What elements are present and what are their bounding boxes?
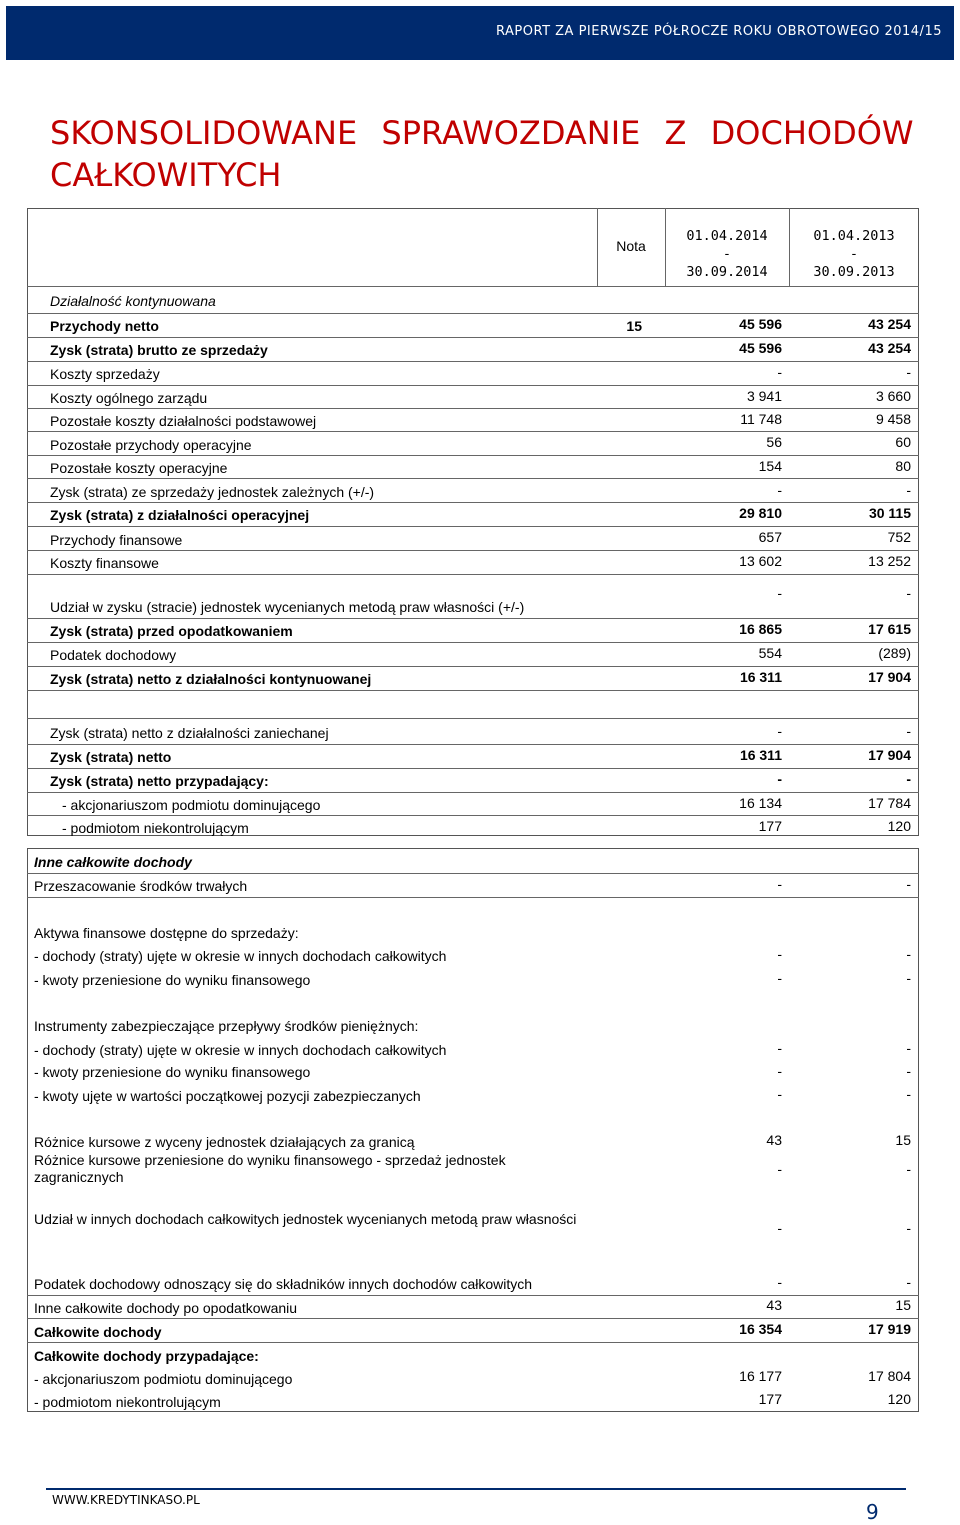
- row-value-2014: 45 596: [739, 340, 782, 356]
- row-label: - podmiotom niekontrolującym: [62, 820, 249, 836]
- row-value-2013: -: [906, 946, 911, 962]
- row-value-2014: -: [777, 585, 782, 601]
- row-value-2014: -: [777, 771, 782, 787]
- row-label: Zysk (strata) z działalności operacyjnej: [50, 507, 310, 523]
- row-label: - akcjonariuszom podmiotu dominującego: [62, 797, 321, 813]
- row-value-2013: 80: [895, 458, 911, 474]
- row-value-2014: 16 354: [739, 1321, 782, 1337]
- row-value-2014: 45 596: [739, 316, 782, 332]
- row-label: Inne całkowite dochody po opodatkowaniu: [34, 1300, 298, 1316]
- period-2013-start: 01.04.2013: [813, 228, 895, 244]
- row-value-2014: -: [777, 482, 782, 498]
- row-value-2014: -: [777, 1161, 782, 1177]
- row-label: Przychody netto: [50, 318, 159, 334]
- row-value-2014: 16 177: [739, 1368, 782, 1384]
- row-label: - kwoty przeniesione do wyniku finansowego: [34, 1064, 311, 1080]
- row-value-2014: -: [777, 946, 782, 962]
- row-label: Całkowite dochody: [34, 1324, 162, 1340]
- row-value-2013: -: [906, 1040, 911, 1056]
- row-value-2014: 16 134: [739, 795, 782, 811]
- row-label: Koszty sprzedaży: [50, 366, 160, 382]
- row-label: - kwoty przeniesione do wyniku finansowego: [34, 972, 311, 988]
- row-label: Zysk (strata) przed opodatkowaniem: [50, 623, 293, 639]
- row-value-2013: 43 254: [868, 340, 911, 356]
- row-value-2013: 17 919: [868, 1321, 911, 1337]
- row-label: Przychody finansowe: [50, 532, 183, 548]
- footer-divider: [46, 1488, 906, 1490]
- row-label: Aktywa finansowe dostępne do sprzedaży:: [34, 925, 299, 941]
- row-value-2013: 17 615: [868, 621, 911, 637]
- row-label: Zysk (strata) netto: [50, 749, 172, 765]
- row-value-2014: -: [777, 723, 782, 739]
- row-label: - dochody (straty) ujęte w okresie w innych dochodach całkowitych: [34, 1042, 447, 1058]
- row-value-2014: 11 748: [740, 411, 782, 427]
- row-label: Pozostałe przychody operacyjne: [50, 437, 252, 453]
- row-label: Udział w innych dochodach całkowitych jednostek wycenianych metodą praw własności: [34, 1211, 577, 1227]
- row-value-2013: 43 254: [868, 316, 911, 332]
- row-value-2013: -: [906, 876, 911, 892]
- row-value-2014: 43: [766, 1132, 782, 1148]
- row-value-2013: -: [906, 1161, 911, 1177]
- footer-website-link[interactable]: WWW.KREDYTINKASO.PL: [52, 1493, 200, 1507]
- period-2014-end: 30.09.2014: [686, 264, 768, 280]
- row-value-2014: 56: [766, 434, 782, 450]
- row-value-2014: -: [777, 1040, 782, 1056]
- row-value-2013: -: [906, 1274, 911, 1290]
- row-label: Podatek dochodowy odnoszący się do składników innych dochodów całkowitych: [34, 1276, 533, 1292]
- row-label: Zysk (strata) netto z działalności kontynuowanej: [50, 671, 372, 687]
- row-label: Pozostałe koszty działalności podstawowej: [50, 413, 317, 429]
- row-value-2013: -: [906, 1220, 911, 1236]
- row-value-2014: -: [777, 876, 782, 892]
- report-title: RAPORT ZA PIERWSZE PÓŁROCZE ROKU OBROTOWEGO 2014/15: [496, 24, 942, 39]
- row-label: Instrumenty zabezpieczające przepływy środków pieniężnych:: [34, 1018, 419, 1034]
- row-value-2014: -: [777, 364, 782, 380]
- row-value-2013: 13 252: [868, 553, 911, 569]
- row-label: Pozostałe koszty operacyjne: [50, 460, 228, 476]
- row-value-2014: 177: [758, 1391, 782, 1407]
- row-value-2013: 17 784: [868, 795, 911, 811]
- row-value-2013: 3 660: [875, 388, 911, 404]
- row-label: Koszty finansowe: [50, 555, 159, 571]
- row-label: Różnice kursowe z wyceny jednostek działających za granicą: [34, 1134, 415, 1150]
- row-value-2014: -: [777, 970, 782, 986]
- row-value-2014: 16 311: [739, 669, 782, 685]
- row-value-2014: 3 941: [746, 388, 782, 404]
- row-label: Podatek dochodowy: [50, 647, 177, 663]
- row-label: Udział w zysku (stracie) jednostek wycenianych metodą praw własności (+/-): [50, 599, 525, 615]
- row-value-2013: -: [906, 1086, 911, 1102]
- row-value-2013: -: [906, 970, 911, 986]
- row-value-2014: 154: [758, 458, 782, 474]
- row-value-2013: -: [906, 364, 911, 380]
- row-value-2013: 120: [887, 818, 911, 834]
- row-value-2013: 60: [895, 434, 911, 450]
- row-value-2013: 120: [887, 1391, 911, 1407]
- row-label: Zysk (strata) netto przypadający:: [50, 773, 269, 789]
- row-value-2013: 15: [895, 1132, 911, 1148]
- row-value-2014: 657: [758, 529, 782, 545]
- row-value-2014: 16 865: [739, 621, 782, 637]
- row-value-2013: 17 904: [868, 747, 911, 763]
- row-label: Zysk (strata) netto z działalności zaniechanej: [50, 725, 329, 741]
- row-value-2013: 9 458: [875, 411, 911, 427]
- row-label: Przeszacowanie środków trwałych: [34, 878, 248, 894]
- row-note: 15: [626, 318, 642, 334]
- section-continuing-operations: Działalność kontynuowana: [50, 293, 216, 309]
- row-label: Koszty ogólnego zarządu: [50, 390, 208, 406]
- period-2013-end: 30.09.2013: [813, 264, 895, 280]
- row-value-2013: 752: [887, 529, 911, 545]
- row-value-2013: 17 904: [868, 669, 911, 685]
- row-label: Różnice kursowe przeniesione do wyniku finansowego - sprzedaż jednostek zagranicznych: [34, 1152, 506, 1185]
- row-value-2013: -: [906, 723, 911, 739]
- row-value-2014: 554: [758, 645, 782, 661]
- row-label: - dochody (straty) ujęte w okresie w innych dochodach całkowitych: [34, 948, 447, 964]
- row-label: Zysk (strata) brutto ze sprzedaży: [50, 342, 268, 358]
- row-value-2013: -: [906, 482, 911, 498]
- row-label: - akcjonariuszom podmiotu dominującego: [34, 1371, 293, 1387]
- row-value-2013: -: [906, 585, 911, 601]
- row-value-2014: -: [777, 1220, 782, 1236]
- row-value-2014: 16 311: [739, 747, 782, 763]
- row-label: Całkowite dochody przypadające:: [34, 1348, 259, 1364]
- page-title: SKONSOLIDOWANE SPRAWOZDANIE Z DOCHODÓW CAŁKOWITYCH: [50, 114, 914, 194]
- row-label: Zysk (strata) ze sprzedaży jednostek zależnych (+/-): [50, 484, 375, 500]
- row-label: - podmiotom niekontrolującym: [34, 1394, 221, 1410]
- period-2014-dash: -: [722, 246, 732, 262]
- row-value-2013: 17 804: [868, 1368, 911, 1384]
- row-value-2014: 177: [758, 818, 782, 834]
- row-value-2013: 30 115: [868, 505, 911, 521]
- period-2013-dash: -: [849, 246, 859, 262]
- page-number: 9: [866, 1500, 879, 1524]
- row-value-2014: 43: [766, 1297, 782, 1313]
- note-column-header: Nota: [616, 238, 646, 254]
- row-value-2014: -: [777, 1063, 782, 1079]
- row-value-2014: 29 810: [739, 505, 782, 521]
- section-other-comprehensive-income: Inne całkowite dochody: [34, 854, 192, 870]
- report-header-bar: [6, 6, 954, 60]
- row-label: - kwoty ujęte w wartości początkowej pozycji zabezpieczanych: [34, 1088, 421, 1104]
- row-value-2014: -: [777, 1274, 782, 1290]
- row-value-2013: 15: [895, 1297, 911, 1313]
- row-value-2013: -: [906, 1063, 911, 1079]
- row-value-2013: (289): [878, 645, 911, 661]
- row-value-2013: -: [906, 771, 911, 787]
- row-value-2014: 13 602: [739, 553, 782, 569]
- period-2014-start: 01.04.2014: [686, 228, 768, 244]
- row-value-2014: -: [777, 1086, 782, 1102]
